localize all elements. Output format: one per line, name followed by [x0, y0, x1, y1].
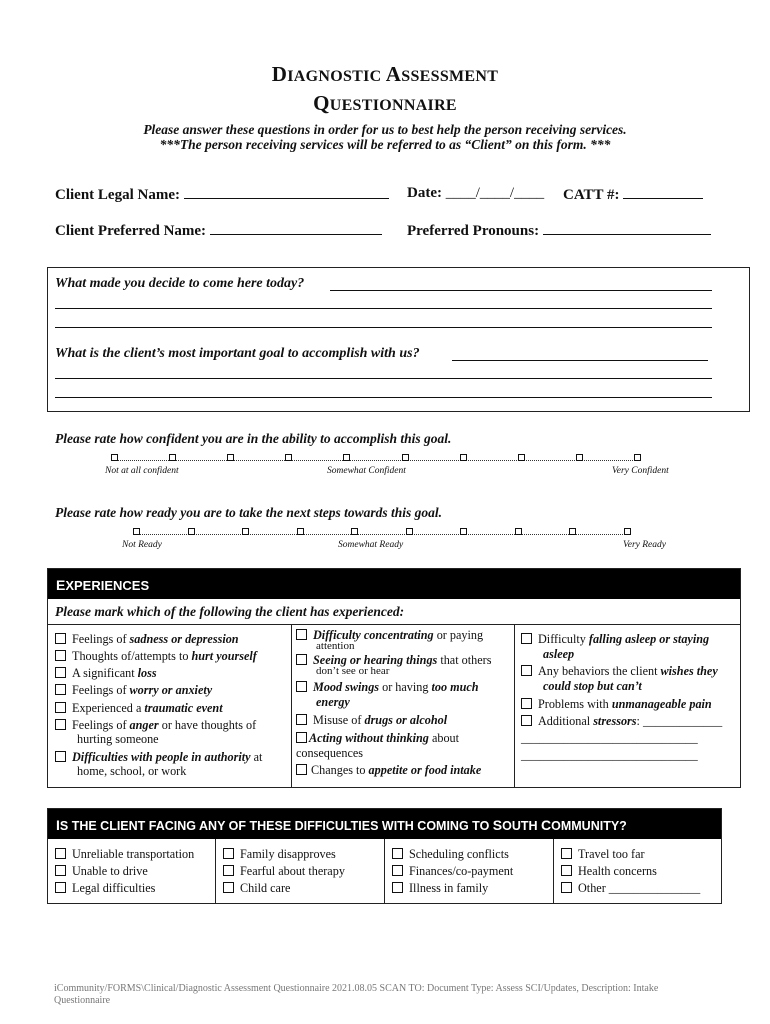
- readiness-option-10[interactable]: [624, 528, 631, 535]
- diff-illness[interactable]: [392, 882, 488, 895]
- exp-pain[interactable]: [521, 698, 712, 711]
- checkbox[interactable]: [521, 698, 532, 709]
- readiness-option-8[interactable]: [515, 528, 522, 535]
- diff-transportation[interactable]: [55, 848, 194, 861]
- difficulties-heading: [48, 809, 721, 839]
- readiness-low-label: Not Ready: [122, 540, 162, 550]
- diff-unable-drive-label: Unable to drive: [72, 864, 148, 878]
- checkbox[interactable]: [223, 848, 234, 859]
- difficulties-column-4: [554, 839, 723, 903]
- exp-behaviors-emphasis: wishes they: [660, 664, 718, 678]
- readiness-scale: [133, 527, 631, 539]
- exp-sadness-emphasis: sadness or depression: [129, 632, 239, 646]
- exp-pain-emphasis: unmanageable pain: [611, 697, 712, 711]
- instruction-line2: ***The person receiving services will be referred to as “Client” on this form. ***: [159, 137, 611, 152]
- exp-anger-continued: hurting someone: [77, 732, 159, 746]
- document-footer: iCommunity/FORMS\Clinical/Diagnostic Assessment Questionnaire 2021.08.05 SCAN TO: Document Type: Assess SCI/Updates, Description: Intake Questionnaire: [54, 983, 659, 1006]
- exp-mood-swings-text-post: or having: [379, 680, 432, 694]
- exp-sleep-continued: asleep: [543, 647, 575, 661]
- confidence-option-3[interactable]: [227, 454, 234, 461]
- difficulties-heading-s: S: [492, 817, 503, 833]
- experiences-heading-rest: XPERIENCES: [65, 578, 150, 593]
- confidence-option-8[interactable]: [518, 454, 525, 461]
- readiness-option-2[interactable]: [188, 528, 195, 535]
- confidence-option-7[interactable]: [460, 454, 467, 461]
- exp-acting-without-thinking[interactable]: [296, 732, 459, 745]
- exp-stressors-blank[interactable]: : _____________: [636, 714, 723, 728]
- diff-scheduling[interactable]: [392, 848, 509, 861]
- reason-question: What made you decide to come here today?: [55, 276, 305, 291]
- title-word-assessment: SSESSMENT: [401, 68, 499, 85]
- checkbox[interactable]: [55, 633, 66, 644]
- exp-authority-emphasis: Difficulties with people in authority: [72, 750, 251, 764]
- experiences-column-1: [48, 625, 291, 787]
- confidence-option-9[interactable]: [576, 454, 583, 461]
- preferred-name-input[interactable]: [210, 221, 382, 235]
- readiness-option-9[interactable]: [569, 528, 576, 535]
- confidence-option-4[interactable]: [285, 454, 292, 461]
- goal-answer-line-2[interactable]: [55, 378, 712, 379]
- confidence-mid-label: Somewhat Confident: [327, 466, 406, 476]
- goal-answer-line-1[interactable]: [452, 360, 708, 361]
- experiences-column-3: [515, 625, 742, 787]
- checkbox[interactable]: [392, 848, 403, 859]
- diff-childcare-label: Child care: [240, 881, 291, 895]
- confidence-option-1[interactable]: [111, 454, 118, 461]
- difficulties-heading-outh: OUTH: [502, 819, 541, 833]
- catt-input[interactable]: [623, 185, 703, 199]
- checkbox[interactable]: [561, 882, 572, 893]
- difficulties-heading-text: S THE CLIENT FACING ANY OF THESE DIFFICULTIES WITH COMING TO: [59, 819, 493, 833]
- title-word-questionnaire: UESTIONNAIRE: [329, 97, 457, 114]
- exp-worry-emphasis: worry or anxiety: [129, 683, 213, 697]
- legal-name-input[interactable]: [184, 185, 389, 199]
- exp-seeing-hearing-continued: don’t see or hear: [316, 665, 390, 677]
- date-input[interactable]: ____/____/____: [445, 185, 545, 201]
- readiness-option-3[interactable]: [242, 528, 249, 535]
- diff-legal[interactable]: [55, 882, 155, 895]
- title-initial-q: Q: [313, 91, 330, 115]
- exp-authority-text-post: at: [250, 750, 263, 764]
- exp-stressors-blank-line-1[interactable]: _____________________________: [521, 731, 698, 745]
- legal-name-field: [55, 185, 389, 204]
- goal-question: What is the client’s most important goal to accomplish with us?: [55, 346, 420, 361]
- checkbox[interactable]: [296, 654, 307, 665]
- checkbox[interactable]: [296, 732, 307, 743]
- diff-transportation-label: Unreliable transportation: [72, 847, 195, 861]
- checkbox[interactable]: [55, 882, 66, 893]
- exp-behaviors-continued: could stop but can’t: [543, 679, 642, 693]
- exp-drugs-alcohol-text: Misuse of: [313, 713, 365, 727]
- confidence-high-label: Very Confident: [612, 466, 669, 476]
- checkbox[interactable]: [561, 848, 572, 859]
- diff-finances[interactable]: [392, 865, 513, 878]
- exp-anger-emphasis: anger: [129, 718, 159, 732]
- confidence-option-10[interactable]: [634, 454, 641, 461]
- exp-stressors-emphasis: stressors: [593, 714, 637, 728]
- experiences-subheading: Please mark which of the following the client has experienced:: [48, 599, 740, 625]
- experiences-column-2: [291, 625, 515, 787]
- pronouns-label: Preferred Pronouns:: [407, 223, 540, 239]
- exp-anger-text-post: or have thoughts of: [158, 718, 257, 732]
- exp-loss[interactable]: [55, 667, 157, 680]
- exp-appetite-emphasis: appetite or food intake: [368, 763, 482, 777]
- exp-seeing-hearing-text-post: that others: [437, 653, 492, 667]
- diff-fearful-label: Fearful about therapy: [240, 864, 345, 878]
- checkbox[interactable]: [55, 684, 66, 695]
- diff-legal-label: Legal difficulties: [72, 881, 156, 895]
- checkbox[interactable]: [55, 865, 66, 876]
- readiness-option-6[interactable]: [406, 528, 413, 535]
- exp-sleep-emphasis: falling asleep or staying: [588, 632, 710, 646]
- readiness-high-label: Very Ready: [623, 540, 666, 550]
- checkbox[interactable]: [55, 702, 66, 713]
- difficulties-column-3: [385, 839, 554, 903]
- confidence-scale-track: [111, 460, 641, 461]
- exp-appetite-text: Changes to: [311, 763, 369, 777]
- diff-illness-label: Illness in family: [409, 881, 489, 895]
- exp-pain-text: Problems with: [538, 697, 612, 711]
- exp-mood-swings-emphasis-2: too much: [431, 680, 479, 694]
- goal-questions-box: [47, 267, 750, 412]
- form-title-line2: [0, 91, 770, 116]
- catt-field: [563, 185, 703, 204]
- preferred-name-field: [55, 221, 382, 240]
- diff-family-label: Family disapproves: [240, 847, 336, 861]
- checkbox[interactable]: [392, 882, 403, 893]
- experiences-section: [47, 568, 741, 788]
- exp-stressors-text: Additional: [538, 714, 594, 728]
- confidence-option-6[interactable]: [402, 454, 409, 461]
- confidence-option-5[interactable]: [343, 454, 350, 461]
- exp-worry-text: Feelings of: [72, 683, 130, 697]
- checkbox[interactable]: [521, 715, 532, 726]
- exp-seeing-hearing-emphasis: Seeing or hearing things: [313, 653, 438, 667]
- diff-finances-label: Finances/co-payment: [409, 864, 514, 878]
- diff-fearful[interactable]: [223, 865, 345, 878]
- exp-anger-text: Feelings of: [72, 718, 130, 732]
- exp-hurt-yourself-text: Thoughts of/attempts to: [72, 649, 192, 663]
- readiness-option-4[interactable]: [297, 528, 304, 535]
- pronouns-field: [407, 221, 711, 240]
- checkbox[interactable]: [55, 751, 66, 762]
- checkbox[interactable]: [521, 633, 532, 644]
- diff-scheduling-label: Scheduling conflicts: [409, 847, 509, 861]
- readiness-option-7[interactable]: [460, 528, 467, 535]
- exp-trauma-text: Experienced a: [72, 701, 145, 715]
- preferred-name-label: Client Preferred Name:: [55, 223, 207, 239]
- exp-loss-emphasis: loss: [137, 666, 157, 680]
- difficulties-section: [47, 808, 722, 904]
- exp-hurt-yourself-emphasis: hurt yourself: [191, 649, 257, 663]
- exp-anger[interactable]: [55, 719, 256, 732]
- checkbox[interactable]: [561, 865, 572, 876]
- exp-mood-swings-continued: energy: [316, 695, 350, 709]
- checkbox[interactable]: [223, 865, 234, 876]
- title-word-diagnostic: IAGNOSTIC: [287, 68, 386, 85]
- form-title-line1: [0, 62, 770, 87]
- catt-label: CATT #:: [563, 187, 620, 203]
- exp-hurt-yourself[interactable]: [55, 650, 257, 663]
- exp-trauma-emphasis: traumatic event: [144, 701, 223, 715]
- diff-other-label: Other _______________: [578, 881, 701, 895]
- exp-sleep[interactable]: [521, 633, 709, 646]
- experiences-heading: [48, 569, 740, 599]
- exp-concentrating-continued: attention: [316, 640, 355, 652]
- exp-sadness[interactable]: [55, 633, 239, 646]
- exp-sadness-text: Feelings of: [72, 632, 130, 646]
- diff-childcare[interactable]: [223, 882, 290, 895]
- goal-answer-line-3[interactable]: [55, 397, 712, 398]
- difficulties-heading-initial: I: [56, 817, 60, 833]
- exp-mood-swings[interactable]: [296, 681, 479, 694]
- readiness-question: Please rate how ready you are to take the next steps towards this goal.: [55, 505, 442, 520]
- reason-answer-line-2[interactable]: [55, 308, 712, 309]
- exp-stressors[interactable]: [521, 715, 722, 728]
- date-field: [407, 185, 544, 202]
- checkbox[interactable]: [521, 665, 532, 676]
- exp-acting-text-post: about: [428, 731, 460, 745]
- exp-authority-continued: home, school, or work: [77, 764, 187, 778]
- diff-other[interactable]: [561, 882, 700, 895]
- exp-concentrating-text-post: or paying: [433, 628, 484, 642]
- date-label: Date:: [407, 185, 442, 201]
- checkbox[interactable]: [55, 848, 66, 859]
- checkbox[interactable]: [223, 882, 234, 893]
- exp-acting-emphasis: Acting without thinking: [309, 731, 429, 745]
- exp-drugs-alcohol[interactable]: [296, 714, 447, 727]
- exp-appetite[interactable]: [296, 764, 481, 777]
- confidence-low-label: Not at all confident: [105, 466, 179, 476]
- difficulties-column-2: [216, 839, 385, 903]
- diff-travel-label: Travel too far: [578, 847, 645, 861]
- experiences-heading-initial: E: [56, 577, 66, 593]
- exp-acting-continued: consequences: [296, 746, 364, 760]
- confidence-question: Please rate how confident you are in the ability to accomplish this goal.: [55, 431, 452, 446]
- confidence-option-2[interactable]: [169, 454, 176, 461]
- instruction-line1: Please answer these questions in order for us to best help the person receiving services.: [143, 122, 627, 137]
- exp-sleep-text: Difficulty: [538, 632, 589, 646]
- diff-health[interactable]: [561, 865, 657, 878]
- checkbox[interactable]: [55, 650, 66, 661]
- checkbox[interactable]: [296, 714, 307, 725]
- reason-answer-line-3[interactable]: [55, 327, 712, 328]
- diff-unable-drive[interactable]: [55, 865, 148, 878]
- exp-concentrating-emphasis: Difficulty concentrating: [313, 628, 434, 642]
- difficulties-heading-ommunity: OMMUNITY?: [551, 819, 627, 833]
- checkbox[interactable]: [55, 667, 66, 678]
- difficulties-heading-c: C: [541, 817, 552, 833]
- readiness-option-1[interactable]: [133, 528, 140, 535]
- reason-answer-line-1[interactable]: [330, 290, 712, 291]
- exp-authority[interactable]: [55, 751, 262, 764]
- checkbox[interactable]: [392, 865, 403, 876]
- difficulties-column-1: [48, 839, 216, 903]
- exp-stressors-blank-line-2[interactable]: _____________________________: [521, 748, 698, 762]
- readiness-option-5[interactable]: [351, 528, 358, 535]
- exp-trauma[interactable]: [55, 702, 223, 715]
- title-initial-d: D: [271, 62, 288, 86]
- exp-drugs-alcohol-emphasis: drugs or alcohol: [364, 713, 448, 727]
- legal-name-label: Client Legal Name:: [55, 187, 180, 203]
- exp-mood-swings-emphasis: Mood swings: [313, 680, 380, 694]
- checkbox[interactable]: [55, 719, 66, 730]
- confidence-scale: [111, 453, 641, 465]
- diff-travel[interactable]: [561, 848, 645, 861]
- exp-behaviors[interactable]: [521, 665, 718, 678]
- diff-family[interactable]: [223, 848, 336, 861]
- pronouns-input[interactable]: [543, 221, 711, 235]
- title-initial-a: A: [385, 62, 402, 86]
- exp-loss-text: A significant: [72, 666, 138, 680]
- readiness-mid-label: Somewhat Ready: [338, 540, 404, 550]
- diff-health-label: Health concerns: [578, 864, 657, 878]
- exp-worry[interactable]: [55, 684, 212, 697]
- checkbox[interactable]: [296, 681, 307, 692]
- checkbox[interactable]: [296, 629, 307, 640]
- checkbox[interactable]: [296, 764, 307, 775]
- exp-behaviors-text: Any behaviors the client: [538, 664, 661, 678]
- readiness-scale-track: [133, 534, 631, 535]
